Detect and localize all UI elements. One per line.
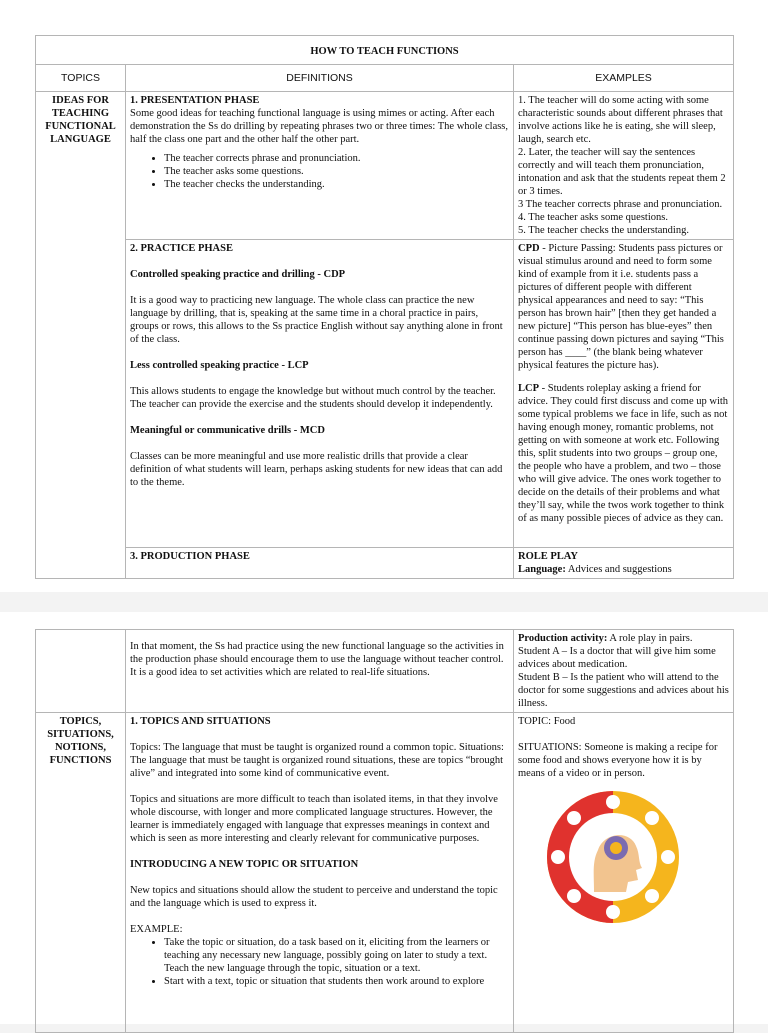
presentation-heading: 1. PRESENTATION PHASE (130, 95, 260, 106)
list-item: • Start with a text, topic or situation that students then work around to explore (164, 975, 509, 988)
cdp-heading: Controlled speaking practice and drilling - CDP (130, 269, 346, 280)
example-item: 1. The teacher will do some acting with some characteristic sounds about different phrases that involve actions like he is eating, she will sleep, laugh, search etc. (518, 95, 723, 145)
lcp-heading: Less controlled speaking practice - LCP (130, 360, 309, 371)
gear-icon (610, 842, 622, 854)
document-page-2 (0, 612, 768, 1024)
example-bullet-list (130, 936, 509, 988)
role-play-heading: ROLE PLAY (518, 551, 579, 562)
list-item: • The teacher checks the understanding. (164, 178, 509, 191)
example-item: 3 The teacher corrects phrase and pronunciation. (518, 199, 723, 210)
lcp-text: This allows students to engage the knowledge but without much control by the teacher. The teacher can provide the exercise and the students should develop it independently. (130, 386, 496, 410)
globe-icon (551, 850, 565, 864)
production-text: In that moment, the Ss had practice using the new functional language so the activities in the production phase should encourage them to use the language without teacher control. It is a good idea to set activities which are related to real-life situations. (130, 641, 504, 678)
topics-text-2: Topics and situations are more difficult to teach than isolated items, in that they involve whole discourse, with longer and more complicated language structures. However, the learner is immediately engaged with language that expresses meanings in context and which is seen as more interesting and clearly relevant for communicative purposes. (130, 794, 498, 844)
practice-examples-cell (514, 240, 734, 548)
presentation-bullet-list (130, 152, 509, 191)
list-item: • The teacher corrects phrase and pronunciation. (164, 152, 509, 165)
topics-examples-cell (514, 713, 734, 1033)
mcd-text: Classes can be more meaningful and use more realistic drills that provide a clear definition of what students will learn, perhaps asking students for new ideas that can add to the theme. (130, 451, 503, 488)
book-icon (645, 811, 659, 825)
mcd-heading: Meaningful or communicative drills - MCD (130, 425, 325, 436)
production-heading: 3. PRODUCTION PHASE (130, 551, 250, 562)
topics-heading: 1. TOPICS AND SITUATIONS (130, 716, 271, 727)
column-header-topics: TOPICS (36, 65, 126, 92)
lcp-example (518, 382, 729, 525)
intro-text: New topics and situations should allow the student to perceive and understand the topic and the language which is used to express it. (130, 885, 498, 909)
clock-icon (606, 905, 620, 919)
intro-heading: INTRODUCING A NEW TOPIC OR SITUATION (130, 859, 359, 870)
gamepad-icon (645, 889, 659, 903)
language-label: Language: (518, 564, 566, 575)
cpd-example-text: - Picture Passing: Students pass pictures or visual stimulus around and need to form some kind of example from it i.e. students pass a pictures of different people with different physical appearances and need to say: “This person has brown hair” [then they get handed a new picture] “This person has blue-eyes” then continue passing down pictures and saying “This person has ____” (the blank being whatever physical features the picture has). (518, 243, 724, 371)
list-item: • Take the topic or situation, do a task based on it, eliciting from the learners or teaching any necessary new language, possibly going on later to study a text. Teach the new language through the topic, situation or a text. (164, 936, 509, 975)
flask-icon (567, 811, 581, 825)
topic-cell-functional-language: IDEAS FOR TEACHING FUNCTIONAL LANGUAGE (36, 92, 126, 579)
language-text: Advices and suggestions (565, 564, 672, 575)
list-item: • The teacher asks some questions. (164, 165, 509, 178)
production-examples-cell (514, 548, 734, 579)
topics-text-1: Topics: The language that must be taught is organized round a common topic. Situations: The language that must be taught is organized round situations, these are topics “brought alive” and integrated into some kind of communicative event. (130, 742, 504, 779)
bulb-icon (606, 795, 620, 809)
practice-phase-cell (126, 240, 514, 548)
student-a-text: Student A – Is a doctor that will give him some advices about medication. (518, 646, 716, 670)
cpd-label: CPD (518, 243, 540, 254)
example-topic: TOPIC: Food (518, 716, 576, 727)
topic-cell-situations: TOPICS, SITUATIONS, NOTIONS, FUNCTIONS (36, 713, 126, 1033)
language-line (518, 563, 729, 576)
example-label: EXAMPLE: (130, 924, 183, 935)
functions-table (35, 35, 734, 579)
production-phase-cell (126, 548, 514, 579)
bar-chart-icon (567, 889, 581, 903)
activity-text: A role play in pairs. (607, 633, 693, 644)
column-header-examples: EXAMPLES (514, 65, 734, 92)
production-activity-line (518, 632, 729, 645)
learning-wheel-illustration (546, 790, 680, 924)
example-item: 5. The teacher checks the understanding. (518, 225, 689, 236)
production-continued-cell (126, 630, 514, 713)
example-situation: SITUATIONS: Someone is making a recipe for some food and shows everyone how it is by means of a video or in person. (518, 742, 718, 779)
cpd-example (518, 242, 729, 372)
presentation-examples-cell (514, 92, 734, 240)
cdp-text: It is a good way to practicing new language. The whole class can practice the new language by drilling, that is, speaking at the same time in a choral practice in pairs, groups or rows, this allows to the Ss practice English without say anything alone in front of the class. (130, 295, 503, 345)
column-header-definitions: DEFINITIONS (126, 65, 514, 92)
document-title: HOW TO TEACH FUNCTIONS (36, 36, 734, 65)
example-item: 4. The teacher asks some questions. (518, 212, 668, 223)
presentation-phase-cell (126, 92, 514, 240)
microscope-icon (661, 850, 675, 864)
example-item: 2. Later, the teacher will say the sentences correctly and will teach them pronunciation, intonation and ask that the students repeat them 2 or 3 times. (518, 147, 726, 197)
lcp-example-text: - Students roleplay asking a friend for advice. They could first discuss and come up with some typical problems we face in life, such as not having enough money, romantic problems, not getting on with someone at work etc. Following this, split students into two groups – group one, the people who have a problem, and two – those who will give advice. The ones work together to decide on the details of their problems and what they’ll say, while the twos work together to think of as many possible pieces of advice as they can. (518, 383, 729, 524)
production-activity-cell (514, 630, 734, 713)
student-b-text: Student B – Is the patient who will attend to the doctor for some suggestions and advices about his illness. (518, 672, 729, 709)
presentation-text: Some good ideas for teaching functional language is using mimes or acting. After each demonstration the Ss do drilling by repeating phrases two or three times: The whole class, half the class one part and the other half the other part. (130, 108, 509, 145)
activity-label: Production activity: (518, 633, 608, 644)
lcp-label: LCP (518, 383, 539, 394)
empty-topic-cell (36, 630, 126, 713)
functions-table-continued (35, 629, 734, 1033)
topics-situations-cell (126, 713, 514, 1033)
practice-heading: 2. PRACTICE PHASE (130, 243, 233, 254)
